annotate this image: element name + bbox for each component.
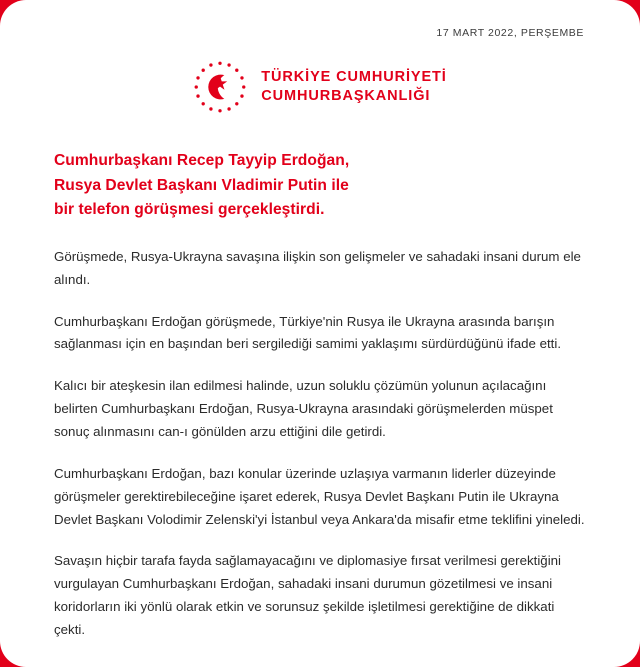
organization-name-line1: TÜRKİYE CUMHURİYETİ [261,69,447,86]
headline-line-1: Cumhurbaşkanı Recep Tayyip Erdoğan, [54,152,350,169]
headline-line-3: bir telefon görüşmesi gerçekleştirdi. [54,201,325,219]
turkish-presidency-star-crescent-emblem [193,60,247,114]
paragraph: Kalıcı bir ateşkesin ilan edilmesi halinde, uzun soluklu çözümün yolunun açılacağını belirten Cumhurbaşkanı Erdoğan, Rusya-Ukrayna arasındaki görüşmelerden müspet sonuç alınmasını can-ı gönülden arzu ettiğini dile getirdi. [54,378,553,440]
organization-name [261,68,446,105]
paragraph: Savaşın hiçbir tarafa fayda sağlamayacağını ve diplomasiye fırsat verilmesi gerektiğini vurgulayan Cumhurbaşkanı Erdoğan, sahadaki insani durumun gözetilmesi ve insani koridorların iki yönlü olarak etkin ve sorunsuz şekilde işletilmesi gerektiğine de dikkati çekti. [54,553,561,638]
headline-line-2: Rusya Devlet Başkanı Vladimir Putin ile [54,176,349,194]
paragraph: Cumhurbaşkanı Erdoğan görüşmede, Türkiye'nin Rusya ile Ukrayna arasında barışın sağlanması için en başından beri sergilediği samimi yaklaşımı sürdürdüğünü ifade etti. [54,313,562,352]
organization-name-line2: CUMHURBAŞKANLIĞI [261,88,431,104]
paragraph: Görüşmede, Rusya-Ukrayna savaşına ilişkin son gelişmeler ve sahadaki insani durum ele alındı. [54,248,581,287]
paragraph: Cumhurbaşkanı Erdoğan, bazı konular üzerinde uzlaşıya varmanın liderler düzeyinde görüşmeler gerektirebileceğine işaret ederek, Rusya Devlet Başkanı Putin ile Ukrayna Devlet Başkanı Volodimir Zelenski'yi İstanbul veya Ankara'da misafir etme teklifini yineledi. [54,465,585,527]
body-text [54,246,586,642]
headline [54,149,586,223]
letterhead [54,60,586,114]
publication-date: 17 MART 2022, PERŞEMBE [436,27,584,39]
